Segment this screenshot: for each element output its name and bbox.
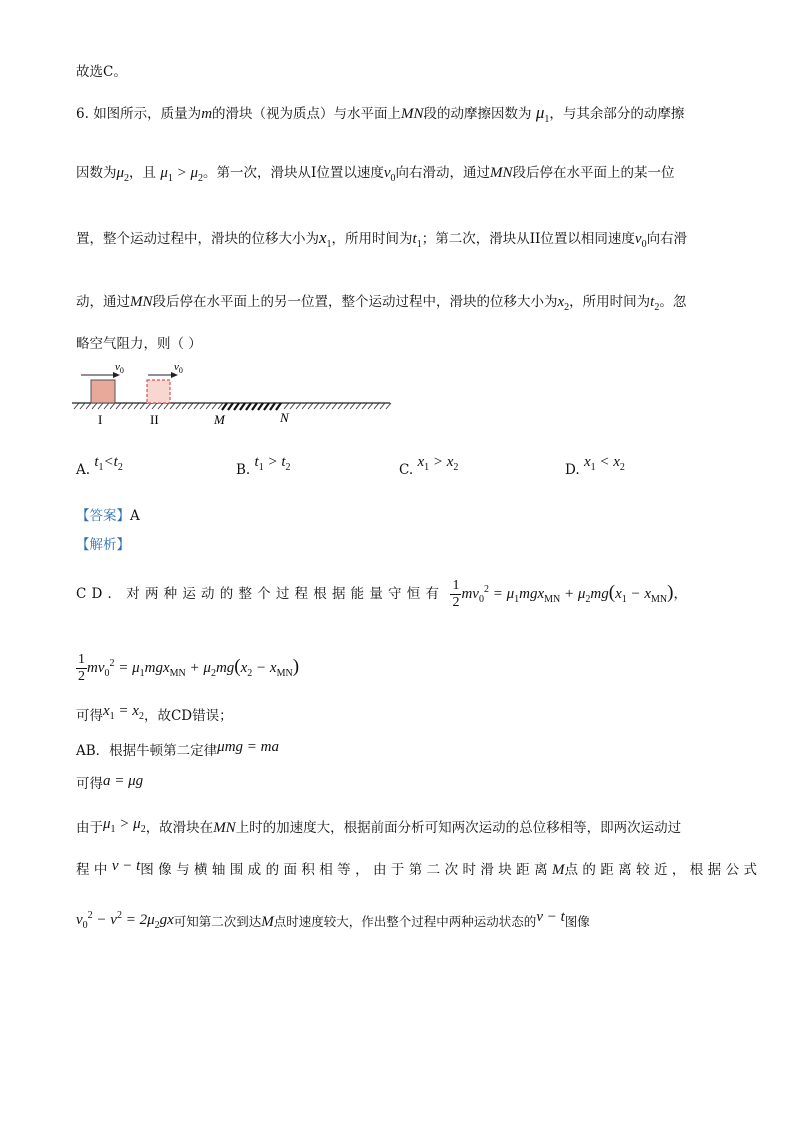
analysis-cd-line [76,578,687,611]
analysis-text: 可得 [76,776,103,792]
analysis-ab-line [76,741,279,761]
t1-symbol: $t_1$ [412,231,422,250]
problem-figure [70,356,400,428]
block-position-1 [91,380,115,403]
option-a[interactable] [76,454,123,486]
mn-rough-segment [222,403,281,410]
position-i-label: I [98,412,103,427]
option-expression: $x_1 < x_2$ [583,454,625,473]
question-text: 段后停在水平面上的另一位置，整个运动过程中，滑块的位移大小为 [152,294,558,310]
option-label: A. [76,462,91,478]
analysis-text: AB．根据牛顿第二定律 [76,743,218,759]
question-line-5: 略空气阻力，则（ ） [76,336,202,352]
newton-equation: μmg = ma [217,739,279,755]
question-text: 段后停在水平面上的某一位 [512,165,675,181]
question-text: 。第一次，滑块从 [203,165,312,181]
analysis-paragraph-line-2 [76,860,761,880]
analysis-text: 由于 [76,820,103,836]
question-text: 位置以相同速度 [540,231,635,247]
analysis-text: CD．对两种运动的整个过程根据能量守恒有 [76,586,445,602]
point-m-symbol: M [261,914,274,930]
punctuation: ， [673,586,687,602]
analysis-text: 程中 [76,862,112,878]
analysis-paragraph-line-3 [76,908,590,938]
fraction-one-half: $\frac{1}{2}$ [78,652,85,684]
analysis-text: 图像 [564,914,590,929]
condition-mu: $\mu_1 > \mu_2$ [103,816,146,835]
velocity-label-2: $v_0$ [174,361,183,375]
question-text: ；第二次，滑块从 [421,231,530,247]
position-ii-label: II [150,412,159,427]
question-text: ，所用时间为 [331,231,413,247]
result-line-1 [76,703,233,732]
equation-x1-x2: $x_1 = x_2$ [103,703,144,722]
energy-equation-1: $mv_0^2 = \mu_1mgx_{MN} + \mu_2mg(x_1 - x_{MN})$ [461,582,674,605]
block-position-2 [147,380,170,403]
question-text: 因数为 [76,165,117,181]
question-number: 6. [76,106,89,122]
answer-line [76,506,140,526]
analysis-text: 可知第二次到达 [173,914,262,929]
question-text: 动，通过 [76,294,130,310]
question-text: 。忽 [659,294,687,310]
question-text: 段的动摩擦因数为 [423,106,532,122]
question-text: 向右滑 [646,231,688,247]
point-m-label: M [214,412,225,427]
analysis-tag: 【解析】 [76,537,130,553]
option-expression: $t_1<t_2$ [94,454,123,473]
previous-conclusion: 故选C。 [76,64,127,80]
option-d[interactable] [565,454,625,486]
mass-symbol: m [201,106,213,122]
question-line-1 [76,103,684,130]
question-line-2 [76,163,675,189]
energy-equation-2-line [76,652,299,685]
option-expression: $t_1 > t_2$ [254,454,291,473]
analysis-text: 上时的加速度大，根据前面分析可知两次运动的总位移相等，即两次运动过 [235,820,682,836]
question-text: 的滑块（视为质点）与水平面上 [212,106,402,122]
option-c[interactable] [399,454,459,486]
question-text: ，与其余部分的动摩擦 [549,106,685,122]
position-label: II [529,231,541,247]
mu2-symbol: $\mu_2$ [116,165,130,184]
option-expression: $x_1 > x_2$ [417,454,459,473]
option-b[interactable] [236,454,291,486]
v0-symbol: $v_0$ [383,165,396,184]
analysis-text: ，故CD错误； [143,708,233,724]
position-label: I [311,165,317,181]
mu1-symbol: $\mu_1$ [535,103,550,125]
x2-symbol: $x_2$ [557,294,570,313]
question-line-4 [76,292,686,318]
segment-mn: MN [130,294,153,310]
vt-graph-symbol: v − t [536,909,565,925]
option-label: B. [236,462,251,478]
kinematic-equation: $v_0^2 - v^2 = 2\mu_2gx$ [76,910,174,931]
v0-symbol: $v_0$ [634,231,647,250]
condition-mu: $\mu_1 > \mu_2$ [160,165,204,184]
analysis-text: ，故滑块在 [145,820,214,836]
option-label: C. [399,462,414,478]
segment-mn: MN [490,165,513,181]
x1-symbol: $x_1$ [319,228,332,250]
t2-symbol: $t_2$ [650,294,660,313]
fraction-one-half: $\frac{1}{2}$ [452,578,460,610]
analysis-paragraph-line-1 [76,818,681,844]
energy-equation-2: $mv_0^2 = \mu_1mgx_{MN} + \mu_2mg(x_2 - x_{MN})$ [87,656,300,679]
point-n-label: N [280,410,289,425]
velocity-label-1: $v_0$ [115,361,124,375]
vt-graph-symbol: v − t [111,858,141,874]
acceleration-equation: a = μg [103,773,144,789]
analysis-text: 点时速度较大，作出整个过程中两种运动状态的 [273,914,537,929]
point-m-symbol: M [551,862,565,878]
analysis-text: 图像与横轴围成的面积相等，由于第二次时滑块距离 [140,862,552,878]
option-label: D. [565,462,580,478]
segment-mn: MN [213,820,236,836]
question-text: 如图所示，质量为 [93,106,202,122]
question-text: ，所用时间为 [569,294,651,310]
question-text: 置，整个运动过程中，滑块的位移大小为 [76,231,319,247]
question-text: ，且 [129,165,157,181]
answer-value: A [130,508,140,524]
analysis-text: 点的距离较近，根据公式 [564,862,762,878]
question-text: 向右滑动，通过 [395,165,491,181]
segment-mn: MN [401,106,424,122]
analysis-text: 可得 [76,708,103,724]
answer-tag: 【答案】 [76,508,130,524]
question-text: 位置以速度 [316,165,384,181]
result-line-2 [76,774,143,794]
question-line-3 [76,228,687,255]
